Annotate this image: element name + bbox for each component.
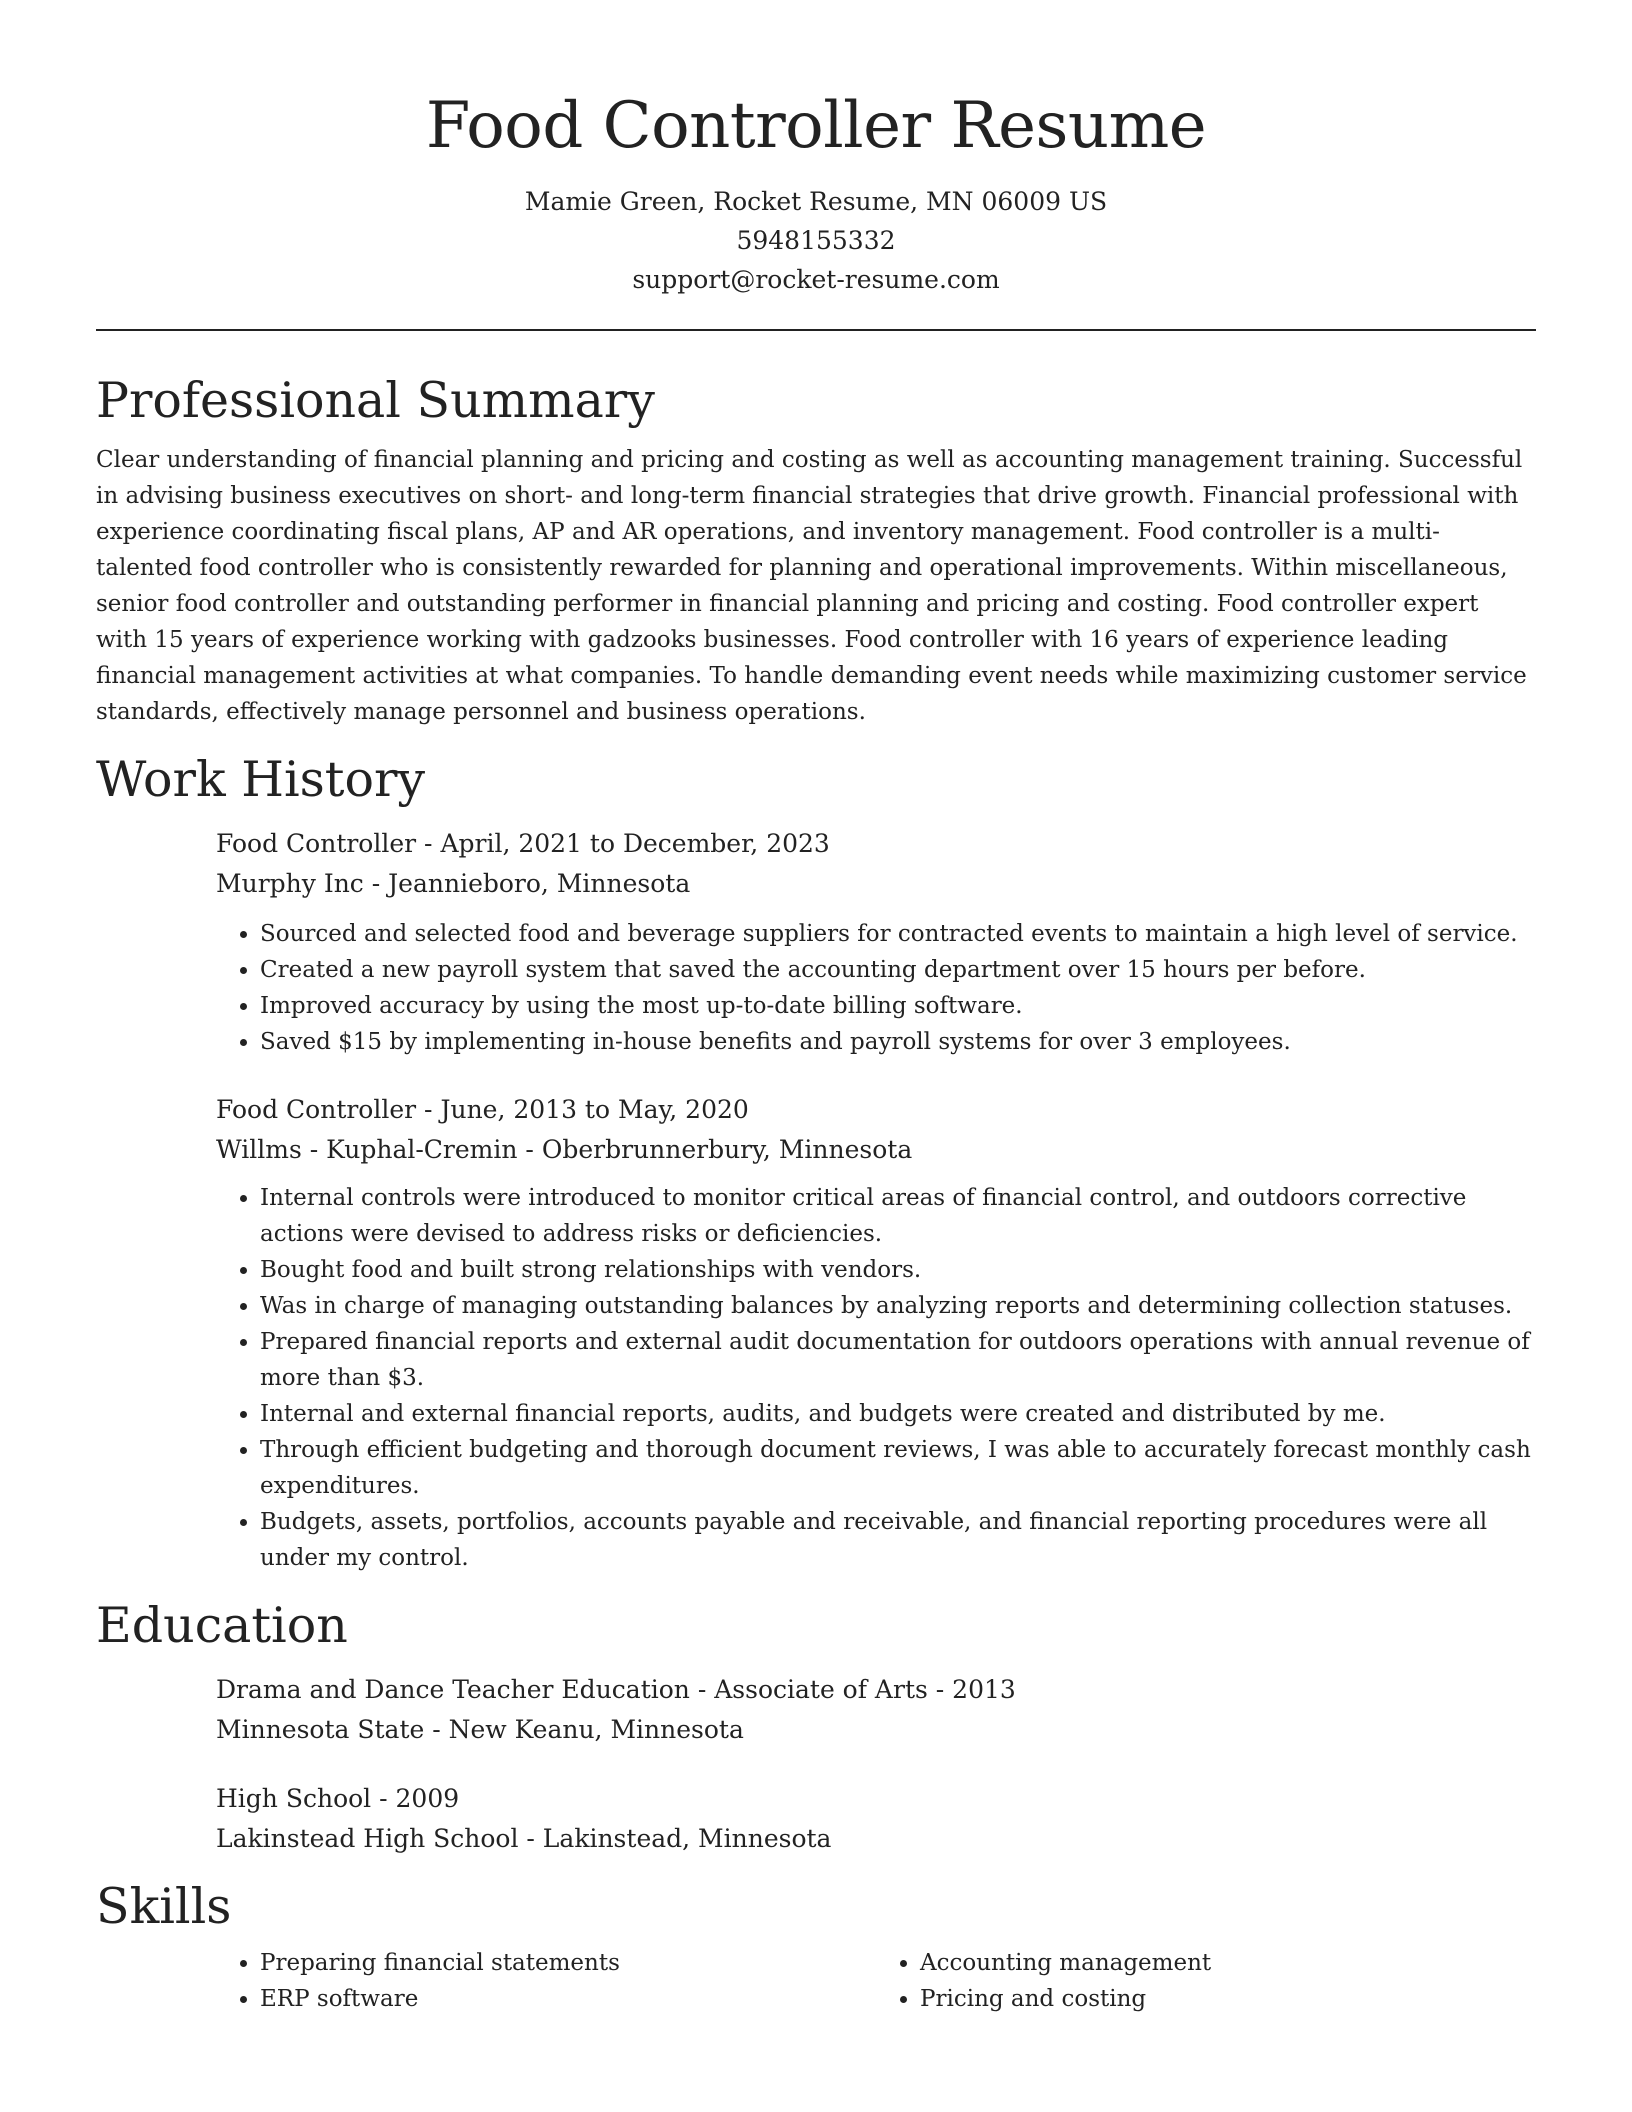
degree: High School bbox=[216, 1784, 372, 1813]
job-entry bbox=[216, 1090, 1536, 1576]
job-title-line bbox=[216, 1090, 1536, 1130]
education-section bbox=[96, 1594, 1536, 1859]
list-item: • Was in charge of managing outstanding balances by analyzing reports and determining collection statuses. bbox=[260, 1288, 1536, 1324]
job-dates: - June, 2013 to May, 2020 bbox=[416, 1095, 749, 1124]
skills-columns bbox=[216, 1945, 1536, 2017]
skill-item: • Preparing financial statements bbox=[260, 1945, 876, 1981]
graduation-year: - 2013 bbox=[927, 1675, 1016, 1704]
section-heading-education: Education bbox=[96, 1597, 348, 1654]
list-item: • Budgets, assets, portfolios, accounts payable and receivable, and financial reporting procedures were all under my control. bbox=[260, 1504, 1536, 1576]
contact-info bbox=[96, 182, 1536, 299]
section-heading-skills: Skills bbox=[96, 1878, 232, 1935]
contact-email: support@rocket-resume.com bbox=[632, 265, 1000, 294]
list-item: • Saved $15 by implementing in-house benefits and payroll systems for over 3 employees. bbox=[260, 1024, 1536, 1060]
job-location: - Jeannieboro, Minnesota bbox=[363, 869, 691, 898]
skills-list-left bbox=[216, 1945, 876, 2017]
school: Minnesota State bbox=[216, 1715, 425, 1744]
education-entry bbox=[216, 1670, 1536, 1750]
school-location: - Lakinstead, Minnesota bbox=[518, 1824, 832, 1853]
section-heading-summary: Professional Summary bbox=[96, 372, 655, 429]
graduation-year: - 2009 bbox=[371, 1784, 460, 1813]
school-location: - New Keanu, Minnesota bbox=[424, 1715, 744, 1744]
list-item: • Bought food and built strong relationships with vendors. bbox=[260, 1252, 1536, 1288]
job-duties-list bbox=[216, 1180, 1536, 1576]
list-item: • Sourced and selected food and beverage suppliers for contracted events to maintain a high level of service. bbox=[260, 916, 1536, 952]
education-entry bbox=[216, 1779, 1536, 1859]
contact-phone: 5948155332 bbox=[736, 226, 896, 255]
job-title-line bbox=[216, 824, 1536, 864]
contact-address: Mamie Green, Rocket Resume, MN 06009 US bbox=[524, 187, 1108, 216]
school: Lakinstead High School bbox=[216, 1824, 519, 1853]
degree: Drama and Dance Teacher Education - Associate of Arts bbox=[216, 1675, 928, 1704]
list-item: • Internal and external financial reports, audits, and budgets were created and distributed by me. bbox=[260, 1396, 1536, 1432]
job-duties-list bbox=[216, 916, 1536, 1060]
summary-text: Clear understanding of financial planning and pricing and costing as well as accounting management training. Successful in advising business executives on short- and long-term financial strategies that drive growth. Financial professional with experience coordinating fiscal plans, AP and AR operations, and inventory management. Food controller is a multi-talented food controller who is consistently rewarded for planning and operational improvements. Within miscellaneous, senior food controller and outstanding performer in financial planning and pricing and costing. Food controller expert with 15 years of experience working with gadzooks businesses. Food controller with 16 years of experience leading financial management activities at what companies. To handle demanding event needs while maximizing customer service standards, effectively manage personnel and business operations. bbox=[96, 447, 1527, 725]
summary-section bbox=[96, 369, 1536, 730]
job-dates: - April, 2021 to December, 2023 bbox=[416, 829, 830, 858]
resume-header bbox=[96, 0, 1536, 299]
header-divider bbox=[96, 329, 1536, 331]
job-location: - Oberbrunnerbury, Minnesota bbox=[517, 1135, 913, 1164]
work-history-section bbox=[96, 748, 1536, 1576]
skills-section bbox=[96, 1875, 1536, 2017]
list-item: • Improved accuracy by using the most up-to-date billing software. bbox=[260, 988, 1536, 1024]
job-entry bbox=[216, 824, 1536, 1060]
list-item: • Prepared financial reports and external audit documentation for outdoors operations with annual revenue of more than $3. bbox=[260, 1324, 1536, 1396]
skill-item: • Pricing and costing bbox=[920, 1981, 1536, 2017]
page-title: Food Controller Resume bbox=[425, 89, 1207, 163]
job-company-line bbox=[216, 1130, 1536, 1170]
degree-line bbox=[216, 1670, 1536, 1710]
school-line bbox=[216, 1710, 1536, 1750]
degree-line bbox=[216, 1779, 1536, 1819]
job-title: Food Controller bbox=[216, 829, 417, 858]
job-company: Willms - Kuphal-Cremin bbox=[216, 1135, 518, 1164]
list-item: • Created a new payroll system that saved the accounting department over 15 hours per before. bbox=[260, 952, 1536, 988]
resume-page bbox=[96, 0, 1536, 2017]
job-company: Murphy Inc bbox=[216, 869, 364, 898]
job-company-line bbox=[216, 864, 1536, 904]
skill-item: • Accounting management bbox=[920, 1945, 1536, 1981]
skills-list-right bbox=[876, 1945, 1536, 2017]
list-item: • Internal controls were introduced to monitor critical areas of financial control, and outdoors corrective actions were devised to address risks or deficiencies. bbox=[260, 1180, 1536, 1252]
section-heading-work-history: Work History bbox=[96, 751, 426, 808]
job-title: Food Controller bbox=[216, 1095, 417, 1124]
school-line bbox=[216, 1819, 1536, 1859]
list-item: • Through efficient budgeting and thorough document reviews, I was able to accurately forecast monthly cash expenditures. bbox=[260, 1432, 1536, 1504]
skill-item: • ERP software bbox=[260, 1981, 876, 2017]
